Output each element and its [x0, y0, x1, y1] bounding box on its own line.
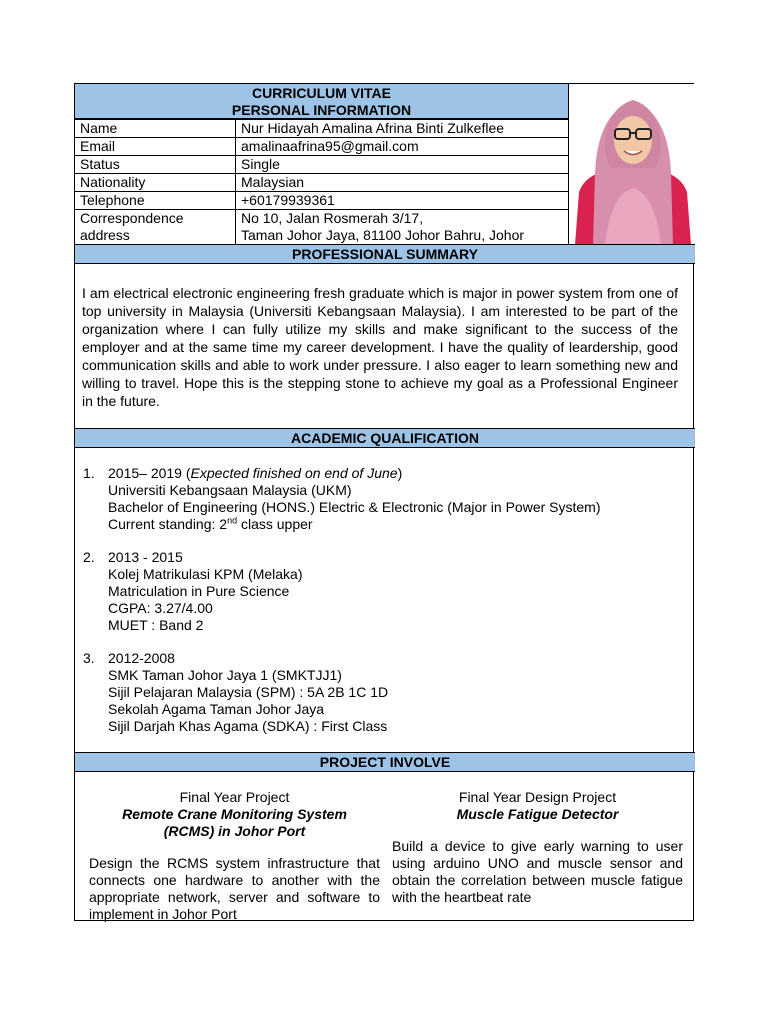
info-label	[75, 210, 236, 245]
academic-period: 2013 - 2015	[108, 549, 183, 565]
info-value: Malaysian	[236, 174, 569, 192]
academic-line: Kolej Matrikulasi KPM (Melaka)	[108, 566, 303, 582]
personal-info-table	[75, 119, 568, 244]
info-value: Single	[236, 156, 569, 174]
academic-line: Sijil Darjah Khas Agama (SDKA) : First Class	[108, 718, 388, 734]
profile-photo	[571, 84, 695, 245]
project-caption: Final Year Project	[179, 789, 290, 805]
address-line1: No 10, Jalan Rosmerah 3/17,	[241, 210, 424, 226]
info-row-telephone	[75, 192, 568, 210]
info-label: Status	[75, 156, 236, 174]
project-title: Remote Crane Monitoring System	[122, 806, 347, 822]
section-header-academic: ACADEMIC QUALIFICATION	[75, 428, 695, 448]
standing-sup: nd	[227, 515, 238, 526]
profile-photo-image	[571, 84, 695, 245]
section-header-project: PROJECT INVOLVE	[75, 752, 695, 772]
info-row-nationality	[75, 174, 568, 192]
academic-period-line	[83, 650, 683, 667]
standing-text-post: class upper	[237, 516, 313, 532]
academic-item	[83, 549, 683, 634]
info-label: Name	[75, 120, 236, 138]
info-row-email	[75, 138, 568, 156]
academic-period-line	[83, 465, 683, 482]
academic-standing	[83, 516, 683, 533]
academic-period-note: Expected finished on end of June	[190, 465, 398, 481]
info-row-name	[75, 120, 568, 138]
academic-number: 1.	[83, 465, 95, 481]
academic-line: Matriculation in Pure Science	[108, 583, 290, 599]
address-line2: Taman Johor Jaya, 81100 Johor Bahru, Johor	[241, 227, 525, 243]
academic-item	[83, 465, 683, 533]
info-value: Nur Hidayah Amalina Afrina Binti Zulkeflee	[236, 120, 569, 138]
info-value: amalinaafrina95@gmail.com	[236, 138, 569, 156]
academic-number: 2.	[83, 549, 95, 565]
info-label-line1: Correspondence	[80, 210, 184, 226]
info-row-address	[75, 210, 568, 245]
academic-period: 2012-2008	[108, 650, 175, 666]
cv-document	[74, 83, 694, 921]
academic-line: CGPA: 3.27/4.00	[108, 600, 213, 616]
project-description: Design the RCMS system infrastructure that connects one hardware to another with the appropriate network, server and software to implement in Johor Port	[89, 855, 380, 922]
cv-title-line2: PERSONAL INFORMATION	[231, 102, 412, 118]
personal-info-panel	[75, 84, 569, 245]
cv-title-line1: CURRICULUM VITAE	[252, 85, 391, 101]
project-title: Muscle Fatigue Detector	[456, 806, 619, 822]
academic-period-line	[83, 549, 683, 566]
info-label: Telephone	[75, 192, 236, 210]
academic-number: 3.	[83, 650, 95, 666]
info-label-line2: address	[80, 227, 130, 243]
academic-line: Sijil Pelajaran Malaysia (SPM) : 5A 2B 1C 1D	[108, 684, 389, 700]
academic-item	[83, 650, 683, 735]
project-description: Build a device to give early warning to user using arduino UNO and muscle sensor and obtain the correlation between muscle fatigue with the heartbeat rate	[392, 838, 683, 905]
info-value: +60179939361	[236, 192, 569, 210]
info-row-status	[75, 156, 568, 174]
academic-list	[83, 465, 683, 751]
section-header-summary: PROFESSIONAL SUMMARY	[75, 244, 695, 264]
academic-period-close: )	[397, 465, 403, 481]
project-card	[392, 789, 683, 906]
standing-text: Current standing: 2	[108, 516, 228, 532]
academic-line: Bachelor of Engineering (HONS.) Electric & Electronic (Major in Power System)	[108, 499, 601, 515]
project-card	[89, 789, 380, 923]
cv-title	[75, 84, 568, 119]
project-title-line2: (RCMS) in Johor Port	[163, 823, 306, 839]
academic-line: Sekolah Agama Taman Johor Jaya	[108, 701, 325, 717]
academic-line: MUET : Band 2	[108, 617, 204, 633]
personal-info-block	[75, 84, 695, 245]
project-caption: Final Year Design Project	[458, 789, 617, 805]
academic-line: SMK Taman Johor Jaya 1 (SMKTJJ1)	[108, 667, 342, 683]
academic-line: Universiti Kebangsaan Malaysia (UKM)	[108, 482, 352, 498]
summary-text: I am electrical electronic engineering fresh graduate which is major in power system from one of top university in Malaysia (Universiti Kebangsaan Malaysia). I am interested to be part of the organization where I can fully utilize my skills and make significant to the success of the employer and at the same time my career development. I have the quality of leardership, good communication skills and able to work under pressure. I also eager to learn something new and willing to travel. Hope this is the stepping stone to achieve my goal as a Professional Engineer in the future.	[82, 285, 678, 409]
info-value	[236, 210, 569, 245]
academic-period: 2015– 2019 (	[108, 465, 191, 481]
info-label: Email	[75, 138, 236, 156]
info-label: Nationality	[75, 174, 236, 192]
